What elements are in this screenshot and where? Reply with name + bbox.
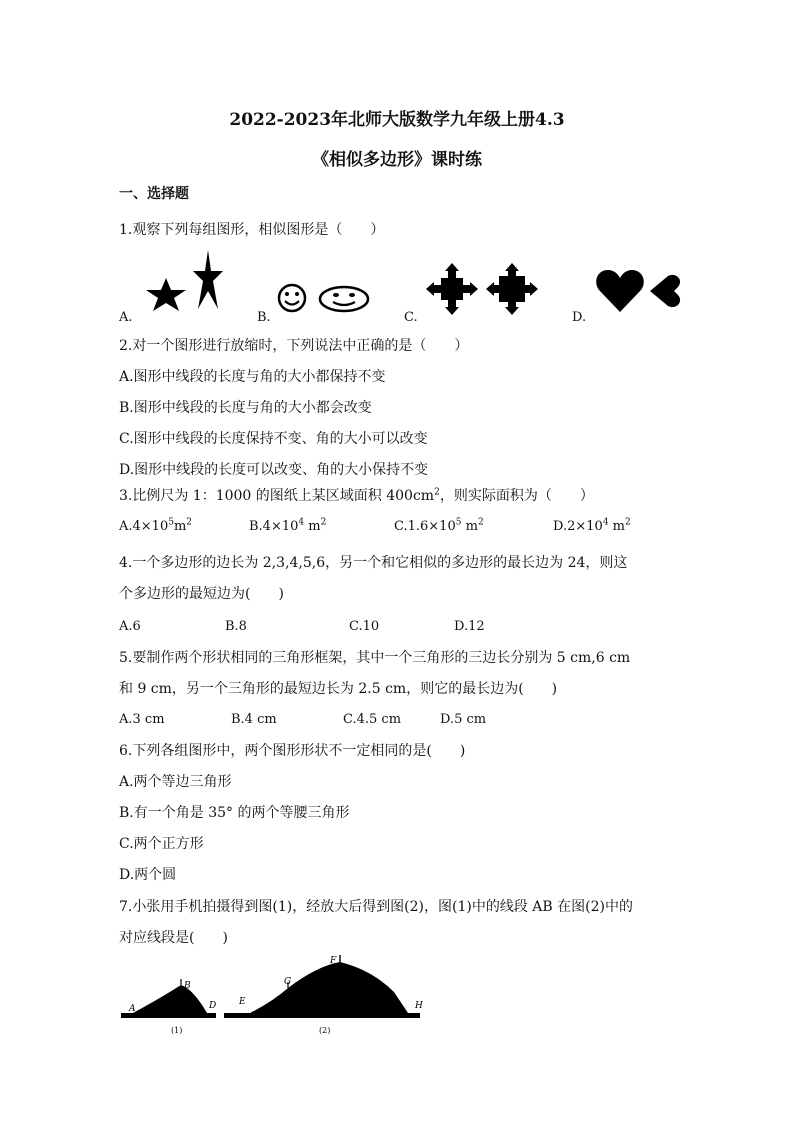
q4-option-a: A.6 bbox=[119, 619, 141, 634]
q4-option-b: B.8 bbox=[225, 619, 247, 634]
q2-option-d: D.图形中线段的长度可以改变、角的大小保持不变 bbox=[119, 462, 429, 478]
q5-option-b: B.4 cm bbox=[231, 712, 277, 727]
q4-option-d: D.12 bbox=[454, 619, 485, 634]
question-5-stem-line2: 和 9 cm，另一个三角形的最短边长为 2.5 cm，则它的最长边为( ) bbox=[119, 681, 558, 697]
question-4-stem-line1: 4.一个多边形的边长为 2,3,4,5,6，另一个和它相似的多边形的最长边为 24，则这 bbox=[119, 555, 628, 571]
fig1-point-b: B bbox=[184, 981, 191, 991]
question-7-stem-line2: 对应线段是( ) bbox=[119, 930, 228, 946]
fig1-point-a: A bbox=[129, 1004, 136, 1014]
figure-1-hill bbox=[119, 975, 219, 1043]
fig1-caption: (1) bbox=[171, 1026, 183, 1035]
question-7-stem-line1: 7.小张用手机拍摄得到图(1)，经放大后得到图(2)，图(1)中的线段 AB 在图(2)中的 bbox=[119, 899, 633, 915]
question-5-stem-line1: 5.要制作两个形状相同的三角形框架，其中一个三角形的三边长分别为 5 cm,6 cm bbox=[119, 650, 631, 666]
q3-option-d: $D.2\times 10^4$ $m^2$ bbox=[553, 517, 631, 534]
q1-option-a-label: A. bbox=[119, 310, 133, 325]
fig2-point-e: E bbox=[239, 997, 246, 1007]
tall-star-icon bbox=[192, 249, 224, 311]
fig2-point-g: G bbox=[284, 977, 292, 987]
fig2-point-h: H bbox=[415, 1001, 423, 1011]
fig2-caption: (2) bbox=[319, 1026, 331, 1035]
q6-option-d: D.两个圆 bbox=[119, 867, 177, 883]
q2-option-c: C.图形中线段的长度保持不变、角的大小可以改变 bbox=[119, 431, 428, 447]
question-1-stem: 1.观察下列每组图形，相似图形是（ ） bbox=[119, 222, 385, 238]
fig2-point-f: F bbox=[330, 956, 337, 966]
q3-option-b: $B.4\times 10^4$ $m^2$ bbox=[249, 517, 327, 534]
fig1-point-d: D bbox=[209, 1001, 217, 1011]
q6-option-c: C.两个正方形 bbox=[119, 836, 204, 852]
q1-option-c-label: C. bbox=[404, 310, 418, 325]
q1-option-d-label: D. bbox=[572, 310, 587, 325]
q6-option-b: B.有一个角是 35° 的两个等腰三角形 bbox=[119, 805, 350, 821]
q2-option-b: B.图形中线段的长度与角的大小都会改变 bbox=[119, 400, 372, 416]
q5-option-a: A.3 cm bbox=[119, 712, 165, 727]
question-6-stem: 6.下列各组图形中，两个图形形状不一定相同的是( ) bbox=[119, 743, 466, 759]
sideways-heart-icon bbox=[648, 274, 682, 308]
q1-option-b-label: B. bbox=[257, 310, 271, 325]
q5-option-c: C.4.5 cm bbox=[343, 712, 402, 727]
q3-option-c: $C.1.6\times 10^5$ $m^2$ bbox=[394, 517, 484, 534]
q3-option-a: $A.4\times 10^5m^2$ bbox=[119, 517, 193, 534]
q5-option-d: D.5 cm bbox=[440, 712, 487, 727]
q2-option-a: A.图形中线段的长度与角的大小都保持不变 bbox=[119, 369, 386, 385]
arrow-cross-icon bbox=[486, 263, 538, 315]
section-heading: 一、选择题 bbox=[119, 186, 189, 202]
heart-icon bbox=[595, 268, 645, 314]
q4-option-c: C.10 bbox=[349, 619, 380, 634]
smiley-icon bbox=[277, 283, 307, 313]
star-icon bbox=[140, 276, 192, 312]
question-3-stem: 3.比例尺为 1：1000 的图纸上某区域面积 $400cm^2$，则实际面积为（ ） bbox=[119, 487, 594, 504]
q6-option-a: A.两个等边三角形 bbox=[119, 774, 232, 790]
question-4-stem-line2: 个多边形的最短边为( ) bbox=[119, 586, 284, 602]
page-title: 2022-2023年北师大版数学九年级上册4.3 bbox=[229, 110, 565, 130]
page-subtitle: 《相似多边形》课时练 bbox=[312, 150, 482, 170]
figure-2-hill bbox=[222, 952, 432, 1043]
arrow-cross-icon bbox=[426, 263, 478, 315]
question-2-stem: 2.对一个图形进行放缩时，下列说法中正确的是（ ） bbox=[119, 338, 469, 354]
wide-smiley-icon bbox=[318, 285, 370, 313]
